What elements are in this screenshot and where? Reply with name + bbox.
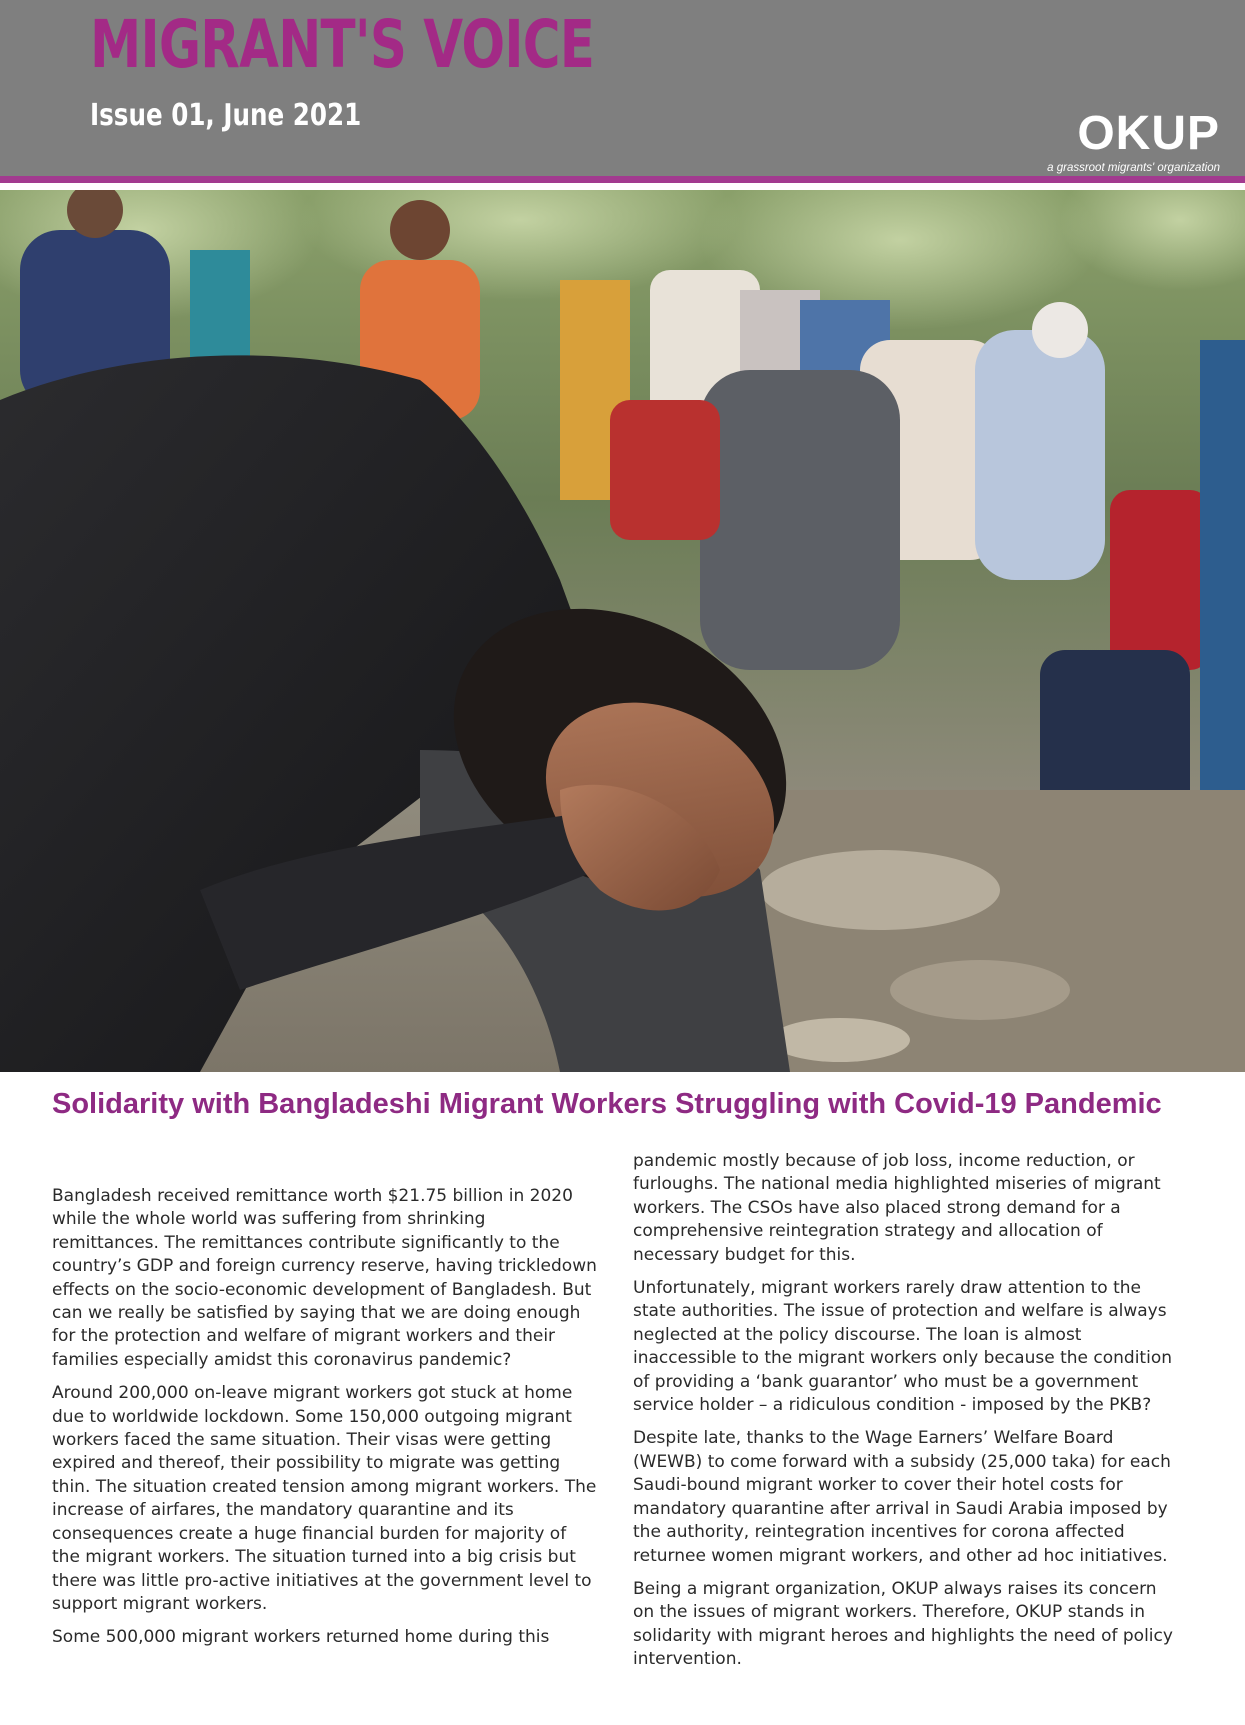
logo-tagline: a grassroot migrants' organization — [1047, 162, 1220, 174]
paragraph: Around 200,000 on-leave migrant workers got stuck at home due to worldwide lockdown. Some 150,000 outgoing migrant workers faced the same situation. Their visas were getting expired and thereof, their possibility to migrate was getting thin. The situation created tension among migrant workers. The increase of airfares, the mandatory quarantine and its consequences create a huge financial burden for majority of the migrant workers. The situation turned into a big crisis but there was little pro-active initiatives at the government level to support migrant workers. — [52, 1383, 597, 1614]
cover-photo — [0, 190, 1245, 1072]
article-left-column — [52, 1185, 597, 1660]
okup-logo — [1020, 108, 1220, 174]
issue-date: Issue 01, June 2021 — [90, 98, 362, 133]
logo-wordmark: OKUP — [1077, 107, 1220, 160]
paragraph: Unfortunately, migrant workers rarely draw attention to the state authorities. The issue of protection and welfare is always neglected at the policy discourse. The loan is almost inaccessible to the migrant workers only because the condition of providing a ‘bank guarantor’ who must be a government service holder – a ridiculous condition - imposed by the PKB? — [633, 1278, 1172, 1416]
paragraph: Despite late, thanks to the Wage Earners’ Welfare Board (WEWB) to come forward with a subsidy (25,000 taka) for each Saudi-bound migrant worker to cover their hotel costs for mandatory quarantine after arrival in Saudi Arabia imposed by the authority, reintegration incentives for corona affected returnee women migrant workers, and other ad hoc initiatives. — [633, 1428, 1171, 1566]
paragraph: Being a migrant organization, OKUP always raises its concern on the issues of migrant workers. Therefore, OKUP stands in solidarity with migrant heroes and highlights the need of policy intervention. — [633, 1578, 1173, 1670]
paragraph: Bangladesh received remittance worth $21.75 billion in 2020 while the whole world was suffering from shrinking remittances. The remittances contribute significantly to the country’s GDP and foreign currency reserve, having trickledown effects on the socio-economic development of Bangladesh. But can we really be satisfied by saying that we are doing enough for the protection and welfare of migrant workers and their families especially amidst this coronavirus pandemic? — [52, 1186, 597, 1370]
paragraph: Some 500,000 migrant workers returned home during this — [52, 1627, 550, 1648]
masthead-title: MIGRANT'S VOICE — [90, 6, 595, 83]
newsletter-header — [0, 0, 1245, 183]
article-headline: Solidarity with Bangladeshi Migrant Workers Struggling with Covid-19 Pandemic — [52, 1088, 1162, 1120]
paragraph: pandemic mostly because of job loss, income reduction, or furloughs. The national media highlighted miseries of migrant workers. The CSOs have also placed strong demand for a comprehensive reintegration strategy and allocation of necessary budget for this. — [633, 1151, 1161, 1265]
crowd-photo-illustration — [0, 190, 1245, 1072]
article-right-column — [633, 1150, 1178, 1682]
